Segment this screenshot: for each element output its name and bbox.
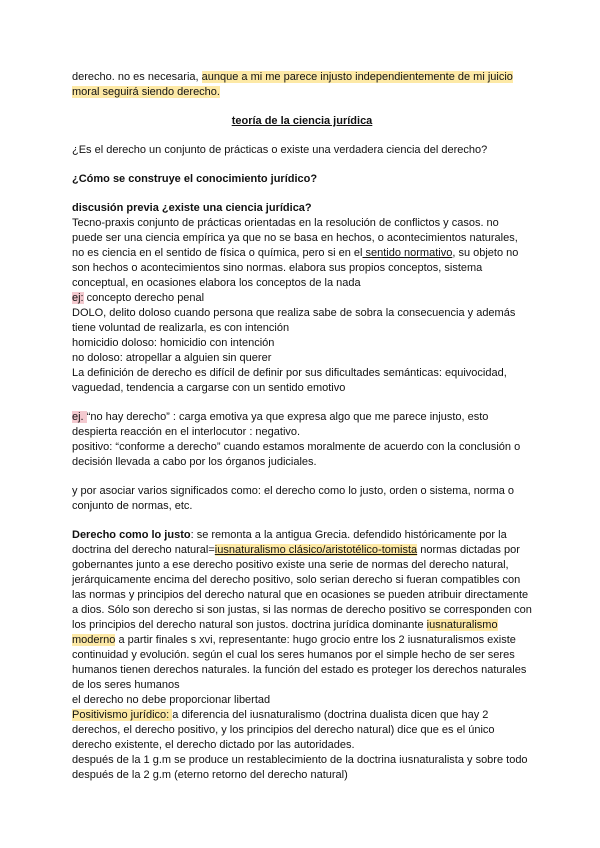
intro-text: derecho. no es necesaria, — [72, 71, 202, 83]
justo-text-1: : se remonta a la antigua Grecia. defendido históricamente por la doctrina del derecho natural= — [72, 529, 507, 556]
paragraph-positivismo — [72, 708, 532, 753]
example-derecho-penal — [72, 291, 532, 306]
highlight-positivismo: Positivismo jurídico: — [72, 709, 173, 721]
heading-derecho-justo: Derecho como lo justo — [72, 529, 191, 541]
justo-text-2: normas dictadas por gobernantes junto a ese derecho positivo existe una serie de normas del derecho natural, jerárquicamente encima del derecho positivo, solo serian derecho si fueran compatibles con las normas y principios del derecho natural que en ocasiones se pueden atribuir directamente a dios. Sólo son derecho si son justas, si las normas de derecho positivo se corresponden con los principios del derecho natural son justos. doctrina jurídica dominante — [72, 544, 532, 631]
example-text: concepto derecho penal — [83, 292, 205, 304]
tecno-text-b: , su objeto no son hechos o acontecimientos sino normas. elabora sus propios conceptos, sistema conceptual, en ocasiones elabora los conceptos de la nada — [72, 247, 519, 289]
example2-tag: ej. — [72, 411, 87, 423]
line-no-doloso: no doloso: atropellar a alguien sin querer — [72, 352, 272, 364]
paragraph-definicion: La definición de derecho es difícil de definir por sus dificultades semánticas: equivocidad, vaguedad, tendencia a cargarse con un sentido emotivo — [72, 367, 507, 394]
intro-paragraph — [72, 70, 532, 100]
heading-discusion: discusión previa ¿existe una ciencia jurídica? — [72, 202, 312, 214]
paragraph-derecho-justo — [72, 528, 532, 693]
tecno-text-a: Tecno-praxis conjunto de prácticas orientadas en la resolución de conflictos y casos. no puede ser una ciencia empírica ya que no se basa en hechos, o acontecimientos naturales, no es ciencia en el sentido de física o química, pero si en el — [72, 217, 518, 259]
paragraph-asociar: y por asociar varios significados como: el derecho como lo justo, orden o sistema, norma o conjunto de normas, etc. — [72, 485, 515, 512]
section-title: teoría de la ciencia jurídica — [231, 115, 373, 127]
intro-highlight: aunque a mi me parece injusto independientemente de mi juicio moral seguirá siendo derecho. — [72, 71, 513, 98]
line-homicidio: homicidio doloso: homicidio con intención — [72, 337, 275, 349]
document-page — [72, 70, 532, 783]
example-tag: ej: — [72, 292, 84, 304]
example2-text: “no hay derecho” : carga emotiva ya que expresa algo que me parece injusto, esto despierta reacción en el interlocutor : negativo. — [72, 411, 489, 438]
paragraph-tecnopraxis — [72, 216, 532, 291]
highlight-iusnaturalismo-moderno: iusnaturalismo moderno — [72, 619, 498, 646]
question-conocimiento: ¿Cómo se construye el conocimiento jurídico? — [72, 173, 318, 185]
paragraph-despues: después de la 1 g.m se produce un restablecimiento de la doctrina iusnaturalista y sobre todo después de la 2 g.m (eterno retorno del derecho natural) — [72, 754, 528, 781]
paragraph-positivo: positivo: “conforme a derecho” cuando estamos moralmente de acuerdo con la conclusión o decisión llevada a cabo por los órganos judiciales. — [72, 441, 521, 468]
example-no-hay-derecho — [72, 410, 532, 440]
justo-text-3: a partir finales s xvi, representante: hugo grocio entre los 2 iusnaturalismos existe continuidad y evolución. según el cual los seres humanos por el simple hecho de ser seres humanos tienen derechos naturales. la función del estado es proteger los derechos naturales de los seres humanos — [72, 634, 527, 691]
positivismo-text: a diferencia del iusnaturalismo (doctrina dualista dicen que hay 2 derechos, el derecho positivo, y los principios del derecho natural) dice que es el único derecho existente, el derecho dictado por las autoridades. — [72, 709, 495, 751]
question-ciencia: ¿Es el derecho un conjunto de prácticas o existe una verdadera ciencia del derecho? — [72, 144, 488, 156]
tecno-underlined: sentido normativo — [362, 247, 453, 259]
paragraph-dolo: DOLO, delito doloso cuando persona que realiza sabe de sobra la consecuencia y además tiene voluntad de realizarla, es con intención — [72, 307, 516, 334]
highlight-iusnaturalismo-clasico: iusnaturalismo clásico/aristotélico-tomista — [214, 544, 418, 556]
line-libertad: el derecho no debe proporcionar libertad — [72, 694, 271, 706]
